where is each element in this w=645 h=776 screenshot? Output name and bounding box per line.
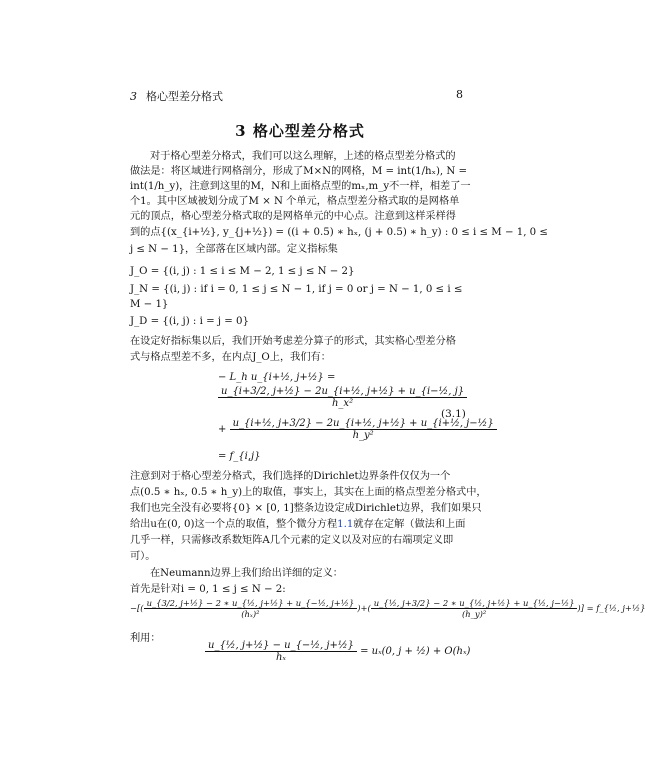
text-line: 在Neumann边界上我们给出详细的定义： bbox=[150, 568, 343, 579]
eq31-term1 bbox=[218, 386, 467, 409]
text-line: 式与格点型差不多，在内点J_O上，我们有： bbox=[130, 352, 331, 363]
text-line: 注意到对于格心型差分格式，我们选择的Dirichlet边界条件仅仅为一个 bbox=[130, 471, 451, 482]
index-set-JN-cont: M − 1} bbox=[130, 299, 169, 310]
text-line: j ≤ N − 1}，全部落在区域内部。定义指标集 bbox=[130, 244, 338, 255]
eq-bracket-open: −[( bbox=[130, 603, 144, 613]
page-number: 8 bbox=[456, 88, 463, 101]
neumann-fraction-2 bbox=[371, 598, 578, 619]
text-span: 就存在定解（做法和上面 bbox=[353, 519, 466, 530]
eq31-term2 bbox=[218, 418, 497, 441]
running-header bbox=[130, 88, 223, 104]
equation-number: (3.1) bbox=[441, 408, 466, 420]
text-line: 对于格心型差分格式，我们可以这么理解，上述的格点型差分格式的 bbox=[150, 151, 456, 162]
header-chapter-title: 格心型差分格式 bbox=[146, 90, 223, 103]
eq-middle: )+( bbox=[357, 603, 371, 613]
eq-rhs: )] = f_{½, j+½} bbox=[577, 603, 645, 613]
fraction-numerator: u_{½, j+½} − u_{−½, j+½} bbox=[205, 640, 357, 652]
fraction-denominator: h_y² bbox=[352, 430, 374, 441]
index-set-JN: J_N = {(i, j) : if i = 0, 1 ≤ j ≤ N − 1, if j = 0 or j = N − 1, 0 ≤ i ≤ bbox=[130, 284, 463, 295]
text-line: 可）。 bbox=[130, 551, 156, 562]
text-line: int(1/h_y)，注意到这里的M，N和上面格点型的mₓ,m_y不一样，相差了一 bbox=[130, 181, 471, 192]
neumann-equation bbox=[130, 598, 645, 619]
text-line: 我们也完全没有必要将{0} × [0, 1]整条边设定成Dirichlet边界，我们如果只 bbox=[130, 503, 482, 514]
index-set-JO: J_O = {(i, j) : 1 ≤ i ≤ M − 2, 1 ≤ j ≤ N − 2} bbox=[130, 266, 355, 277]
fraction-denominator: hₓ bbox=[275, 652, 286, 663]
text-line: 在设定好指标集以后，我们开始考虑差分算子的形式，其实格心型差分格 bbox=[130, 336, 456, 347]
fraction-numerator: u_{½, j+3/2} − 2 ∗ u_{½, j+½} + u_{½, j−½} bbox=[371, 598, 578, 609]
text-line: 到的点{(x_{i+½}, y_{j+½}) = ((i + 0.5) ∗ hₓ, (j + 0.5) ∗ h_y) : 0 ≤ i ≤ M − 1, 0 ≤ bbox=[130, 227, 548, 238]
text-line bbox=[130, 518, 470, 532]
text-line: 几乎一样，只需修改系数矩阵A几个元素的定义以及对应的右端项定义即 bbox=[130, 535, 454, 546]
eq31-lhs: − L_h u_{i+½, j+½} = bbox=[218, 372, 336, 383]
neumann-fraction-1 bbox=[144, 598, 358, 619]
text-line: 利用： bbox=[130, 633, 161, 644]
text-line: 首先是针对i = 0, 1 ≤ j ≤ N − 2: bbox=[130, 584, 286, 595]
equation-reference-link[interactable]: 1.1 bbox=[337, 519, 354, 530]
eq-rhs: = uₓ(0, j + ½) + O(hₓ) bbox=[360, 646, 471, 657]
fraction-denominator: h_x² bbox=[331, 398, 354, 409]
text-span: 给出u在(0, 0)这一个点的取值，整个微分方程 bbox=[130, 519, 338, 530]
fraction-numerator: u_{i+3/2, j+½} − 2u_{i+½, j+½} + u_{i−½, j} bbox=[218, 386, 467, 398]
text-line: 做法是：将区域进行网格剖分，形成了M×N的网格，M = int(1/hₓ), N = bbox=[130, 166, 468, 177]
fraction-numerator: u_{3/2, j+½} − 2 ∗ u_{½, j+½} + u_{−½, j+½} bbox=[144, 598, 358, 609]
fraction-denominator: (hₓ)² bbox=[241, 609, 260, 619]
eq31-fraction-1 bbox=[218, 386, 467, 409]
fraction-denominator: (h_y)² bbox=[461, 609, 487, 619]
text-line: 元的顶点，格心型差分格式取的是网格单元的中心点。注意到这样采样得 bbox=[130, 211, 456, 222]
index-set-JD: J_D = {(i, j) : i = j = 0} bbox=[130, 316, 249, 327]
plus-sign: + bbox=[218, 424, 227, 435]
section-title: 3 格心型差分格式 bbox=[235, 122, 365, 140]
header-chapter-number: 3 bbox=[130, 90, 137, 103]
use-fraction bbox=[205, 640, 357, 663]
eq31-fraction-2 bbox=[230, 418, 497, 441]
use-equation bbox=[205, 640, 470, 663]
text-line: 点(0.5 ∗ hₓ, 0.5 ∗ h_y)上的取值，事实上，其实在上面的格点型差分格式中， bbox=[130, 487, 487, 498]
eq31-rhs: = f_{i,j} bbox=[218, 451, 261, 462]
text-line: 个1。其中区域被划分成了M × N 个单元，格点型差分格式取的是网格单 bbox=[130, 196, 460, 207]
fraction-numerator: u_{i+½, j+3/2} − 2u_{i+½, j+½} + u_{i+½, j−½} bbox=[230, 418, 497, 430]
